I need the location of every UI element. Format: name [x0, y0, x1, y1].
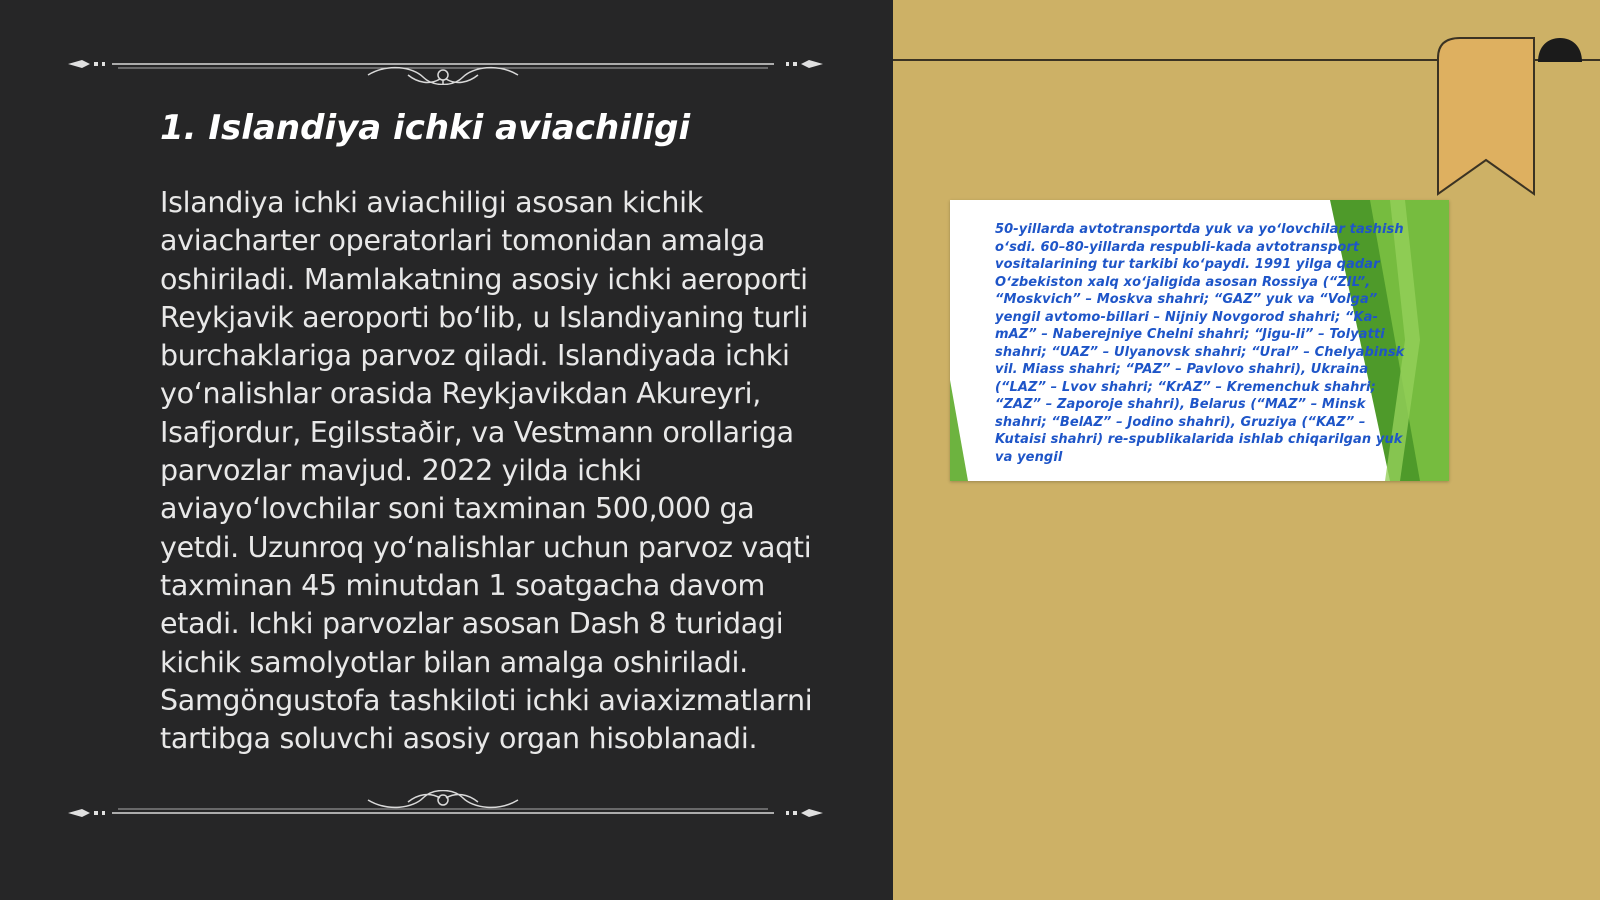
slide-body-text: Islandiya ichki aviachiligi asosan kichik aviacharter operatorlari tomonidan amalga oshiriladi. Mamlakatning asosiy ichki aeroporti Reykjavik aeroporti boʻlib, u Islandiyaning turli burchaklariga parvoz qiladi. Islandiyada ichki yoʻnalishlar orasida Reykjavikdan Akureyri, Isafjordur, Egilsstaðir, va Vestmann orollariga parvozlar mavjud. 2022 yilda ichki aviayoʻlovchilar soni taxminan 500,000 ga yetdi. Uzunroq yoʻnalishlar uchun parvoz vaqti taxminan 45 minutdan 1 soatgacha davom etadi. Ichki parvozlar asosan Dash 8 turidagi kichik samolyotlar bilan amalga oshiriladi. Samgöngustofa tashkiloti ichki aviaxizmatlarni tartibga soluvchi asosiy organ hisoblanadi. — [160, 186, 813, 756]
top-ornament-divider — [68, 45, 823, 85]
image-card — [950, 200, 1449, 481]
bookmark-ribbon — [1436, 36, 1540, 196]
ribbon-curl — [1534, 36, 1586, 64]
bottom-ornament-divider — [68, 790, 823, 830]
slide-title: 1. Islandiya ichki aviachiligi — [160, 108, 691, 148]
card-text: 50-yillarda avtotransportda yuk va yoʻlovchilar tashish oʻsdi. 60–80-yillarda respubli-kada avtotransport vositalarining tur tarkibi koʻpaydi. 1991 yilga qadar Oʻzbekiston xalq xoʻjaligida asosan Rossiya (“ZIL”, “Moskvich” – Moskva shahri; “GAZ” yuk va “Volga” yengil avtomo-billari – Nijniy Novgorod shahri; “Ka-mAZ” – Naberejniye Chelni shahri; “Jigu-li” – Tolyatti shahri; “UAZ” – Ulyanovsk shahri; “Ural” – Chelyabinsk vil. Miass shahri; “PAZ” – Pavlovo shahri), Ukraina (“LAZ” – Lvov shahri; “KrAZ” – Kremenchuk shahri; “ZAZ” – Zaporoje shahri), Belarus (“MAZ” – Minsk shahri; “BelAZ” – Jodino shahri), Gruziya (“KAZ” – Kutaisi shahri) re-spublikalarida ishlab chiqarilgan yuk va yengil — [995, 222, 1405, 465]
